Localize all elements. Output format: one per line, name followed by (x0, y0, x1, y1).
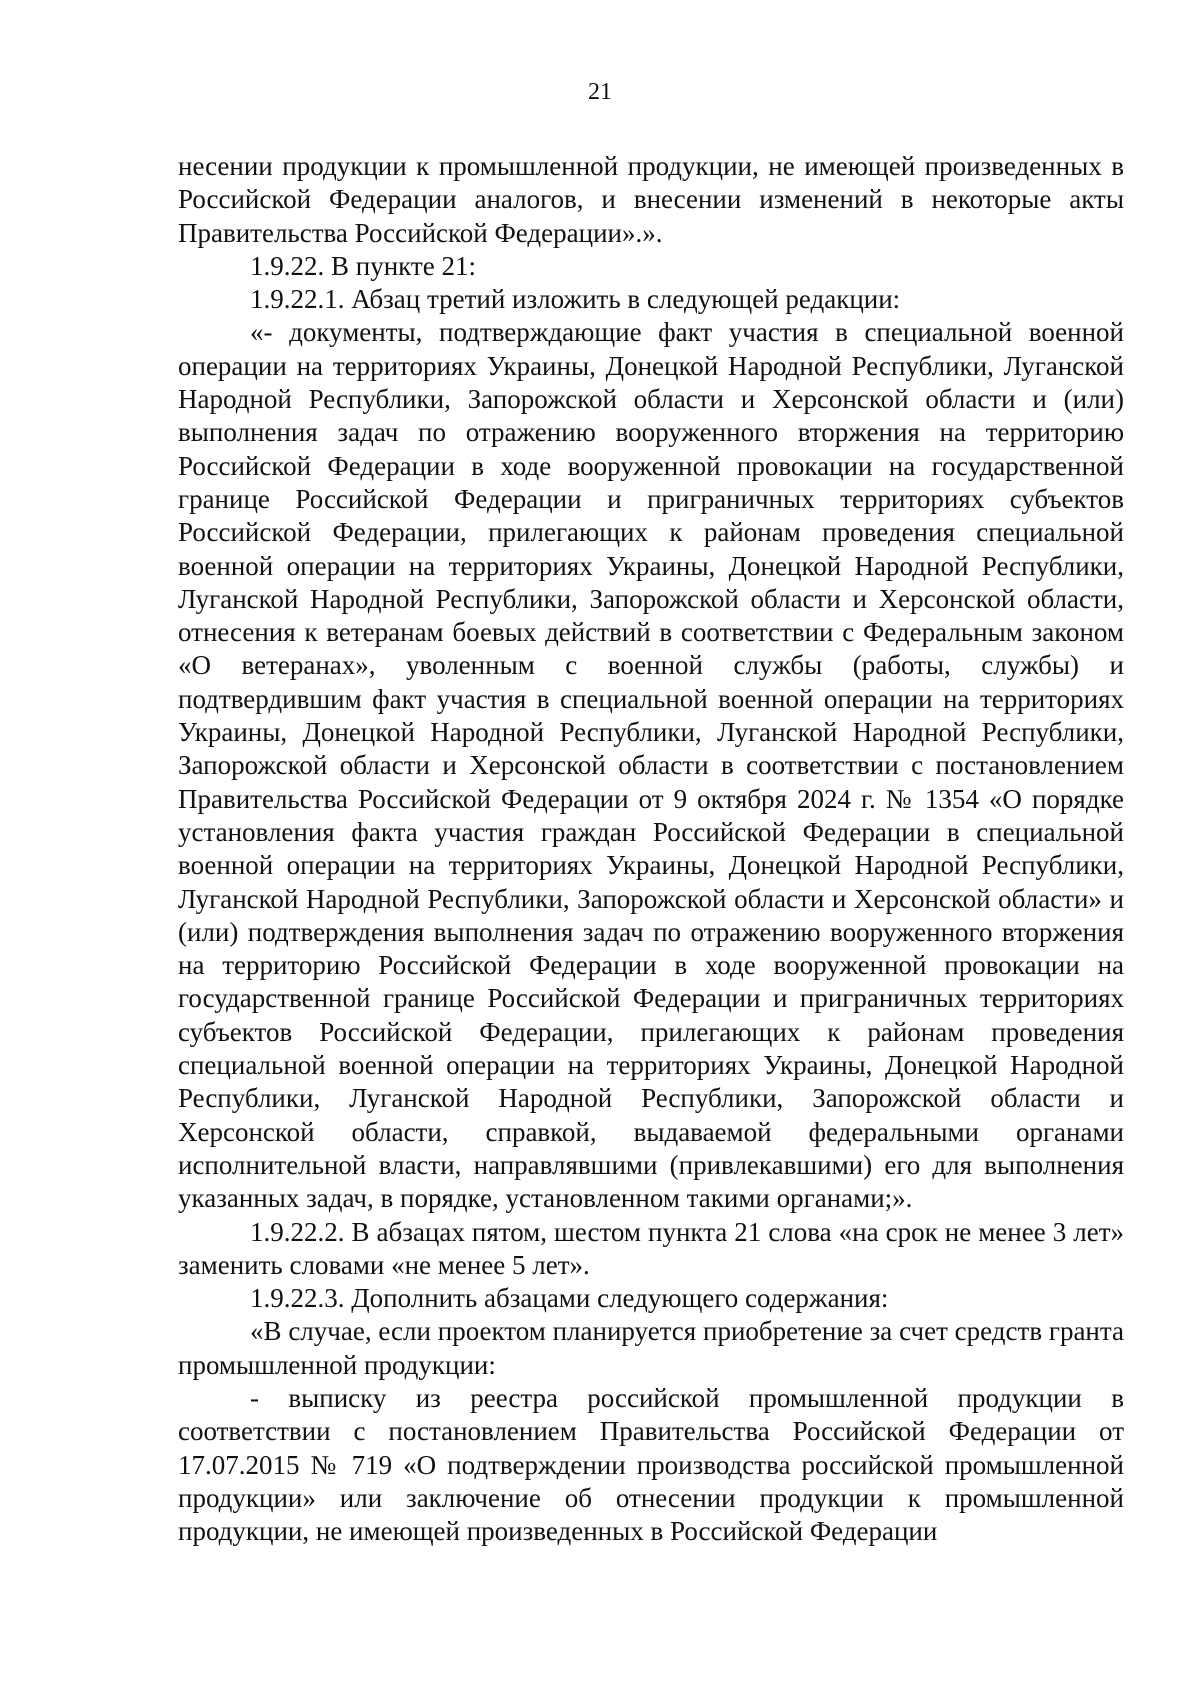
paragraph-item-1-9-22-3: 1.9.22.3. Дополнить абзацами следующего содержания: (250, 1283, 889, 1314)
document-body (178, 150, 1124, 1548)
paragraph-item-1-9-22: 1.9.22. В пункте 21: (250, 250, 476, 281)
paragraph-quoted-grant: «В случае, если проектом планируется приобретение за счет средств гранта промышленной продукции: (178, 1316, 1124, 1380)
page-number: 21 (588, 79, 612, 105)
paragraph-item-1-9-22-2: 1.9.22.2. В абзацах пятом, шестом пункта 21 слова «на срок не менее 3 лет» заменить словами «не менее 5 лет». (178, 1216, 1124, 1280)
paragraph-continuation: несении продукции к промышленной продукции, не имеющей произведенных в Российской Федерации аналогов, и внесении изменений в некоторые акты Правительства Российской Федерации».». (178, 151, 1124, 248)
paragraph-quoted-documents: «- документы, подтверждающие факт участия в специальной военной операции на территориях Украины, Донецкой Народной Республики, Луганской Народной Республики, Запорожской области и Херсонской области и (или) выполнения задач по отражению вооруженного вторжения на территорию Российской Федерации в ходе вооруженной провокации на государственной границе Российской Федерации и приграничных территориях субъектов Российской Федерации, прилегающих к районам проведения специальной военной операции на территориях Украины, Донецкой Народной Республики, Луганской Народной Республики, Запорожской области и Херсонской области, отнесения к ветеранам боевых действий в соответствии с Федеральным законом «О ветеранах», уволенным с военной службы (работы, службы) и подтвердившим факт участия в специальной военной операции на территориях Украины, Донецкой Народной Республики, Луганской Народной Республики, Запорожской области и Херсонской области в соответствии с постановлением Правительства Российской Федерации от 9 октября 2024 г. № 1354 «О порядке установления факта участия граждан Российской Федерации в специальной военной операции на территориях Украины, Донецкой Народной Республики, Луганской Народной Республики, Запорожской области и Херсонской области» и (или) подтверждения выполнения задач по отражению вооруженного вторжения на территорию Российской Федерации в ходе вооруженной провокации на государственной границе Российской Федерации и приграничных территориях субъектов Российской Федерации, прилегающих к районам проведения специальной военной операции на территориях Украины, Донецкой Народной Республики, Луганской Народной Республики, Запорожской области и Херсонской области, справкой, выдаваемой федеральными органами исполнительной власти, направлявшими (привлекавшими) его для выполнения указанных задач, в порядке, установленном такими органами;». (178, 317, 1124, 1214)
paragraph-item-1-9-22-1: 1.9.22.1. Абзац третий изложить в следующей редакции: (250, 284, 901, 315)
paragraph-registry-extract: - выписку из реестра российской промышленной продукции в соответствии с постановлением Правительства Российской Федерации от 17.07.2015 № 719 «О подтверждении производства российской промышленной продукции» или заключение об отнесении продукции к промышленной продукции, не имеющей произведенных в Российской Федерации (178, 1382, 1124, 1547)
